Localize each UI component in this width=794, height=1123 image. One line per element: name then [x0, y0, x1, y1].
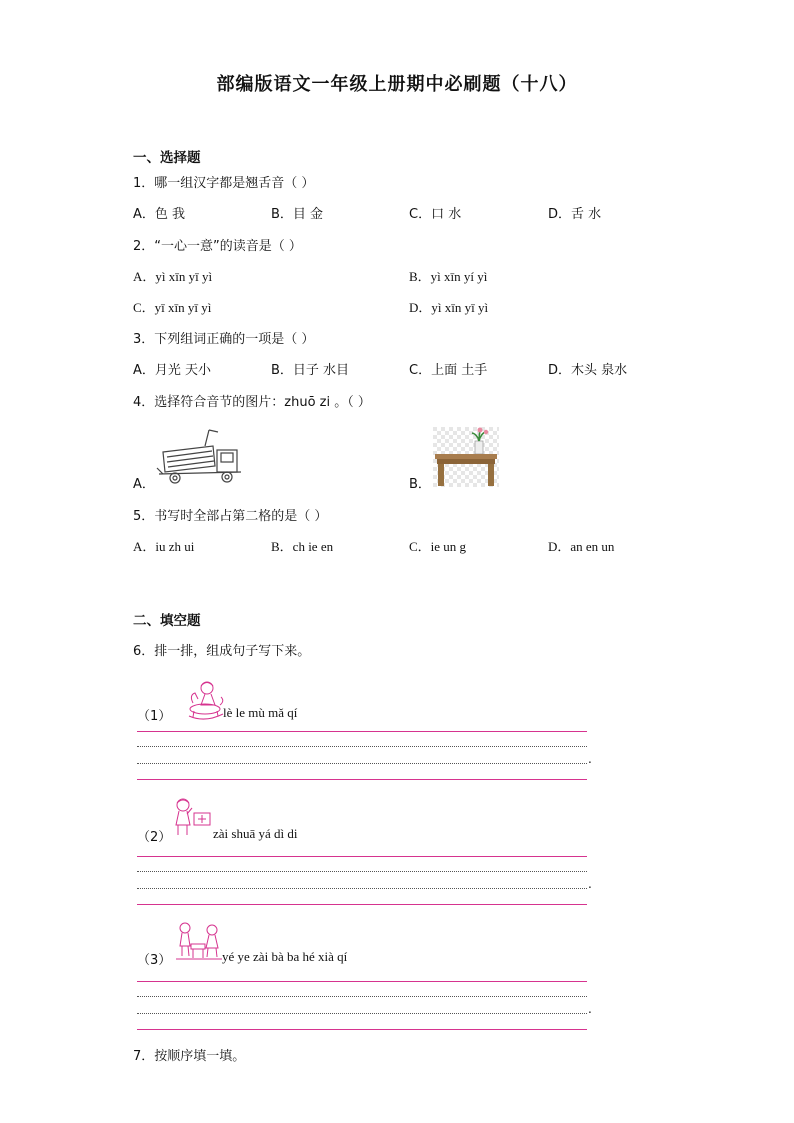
section-heading-choice: 一、选择题	[133, 150, 201, 166]
child-brushing-teeth-icon	[170, 797, 212, 839]
q3-option-c[interactable]: C．上面 土手	[409, 363, 488, 378]
q2-stem: 2．“一心一意”的读音是（ ）	[133, 239, 302, 254]
q3-option-d[interactable]: D．木头 泉水	[548, 363, 628, 378]
q2-option-c[interactable]: C．yī xīn yī yì	[133, 300, 212, 315]
table-with-flower-icon	[433, 427, 499, 487]
q2-option-a[interactable]: A．yì xīn yī yì	[133, 269, 213, 284]
grandpa-and-dad-playing-chess-icon	[176, 920, 222, 962]
q6-item1-period: .	[588, 752, 592, 766]
writing-line-3-bottom[interactable]	[137, 1029, 587, 1030]
q4-stem: 4．选择符合音节的图片：zhuō zi 。（ ）	[133, 395, 371, 410]
q4-option-a[interactable]: A．	[133, 477, 155, 492]
q5-option-a[interactable]: A．iu zh ui	[133, 539, 195, 554]
writing-line-1-guide-upper	[137, 746, 587, 747]
q6-item3-period: .	[588, 1002, 592, 1016]
q6-item1-number: （1）	[137, 709, 172, 724]
writing-line-2-bottom[interactable]	[137, 904, 587, 905]
q7-stem: 7．按顺序填一填。	[133, 1049, 246, 1064]
section-heading-fill: 二、填空题	[133, 613, 201, 629]
q4-option-b[interactable]: B．	[409, 477, 431, 492]
writing-line-2-guide-lower	[137, 888, 587, 889]
q1-option-b[interactable]: B．目 金	[271, 207, 324, 222]
writing-line-3-guide-upper	[137, 996, 587, 997]
q1-option-c[interactable]: C．口 水	[409, 207, 462, 222]
writing-line-3-top[interactable]	[137, 981, 587, 982]
q5-option-d[interactable]: D．an en un	[548, 539, 615, 554]
writing-line-1-bottom[interactable]	[137, 779, 587, 780]
q6-item3-pinyin: yé ye zài bà ba hé xià qí	[222, 949, 348, 964]
q5-stem: 5．书写时全部占第二格的是（ ）	[133, 509, 328, 524]
writing-line-2-top[interactable]	[137, 856, 587, 857]
q1-stem: 1．哪一组汉字都是翘舌音（ ）	[133, 176, 315, 191]
q3-option-a[interactable]: A．月光 天小	[133, 363, 212, 378]
page-title: 部编版语文一年级上册期中必刷题（十八）	[216, 74, 578, 95]
q2-option-d[interactable]: D．yì xīn yī yì	[409, 300, 489, 315]
q3-stem: 3．下列组词正确的一项是（ ）	[133, 332, 315, 347]
q6-item2-period: .	[588, 877, 592, 891]
dump-truck-icon	[155, 424, 245, 486]
q5-option-c[interactable]: C．ie un g	[409, 539, 467, 554]
q6-stem: 6．排一排，组成句子写下来。	[133, 644, 311, 659]
q2-option-b[interactable]: B．yì xīn yí yì	[409, 269, 488, 284]
q3-option-b[interactable]: B．日子 水目	[271, 363, 350, 378]
q6-item1-pinyin: lè le mù mǎ qí	[223, 705, 298, 720]
writing-line-2-guide-upper	[137, 871, 587, 872]
child-on-rocking-horse-icon	[185, 679, 227, 721]
q6-item2-pinyin: zài shuā yá dì di	[213, 826, 298, 841]
q6-item3-number: （3）	[137, 953, 172, 968]
q5-option-b[interactable]: B．ch ie en	[271, 539, 334, 554]
q6-item2-number: （2）	[137, 830, 172, 845]
writing-line-3-guide-lower	[137, 1013, 587, 1014]
writing-line-1-guide-lower	[137, 763, 587, 764]
q1-option-a[interactable]: A．色 我	[133, 207, 186, 222]
writing-line-1-top[interactable]	[137, 731, 587, 732]
q1-option-d[interactable]: D．舌 水	[548, 207, 602, 222]
